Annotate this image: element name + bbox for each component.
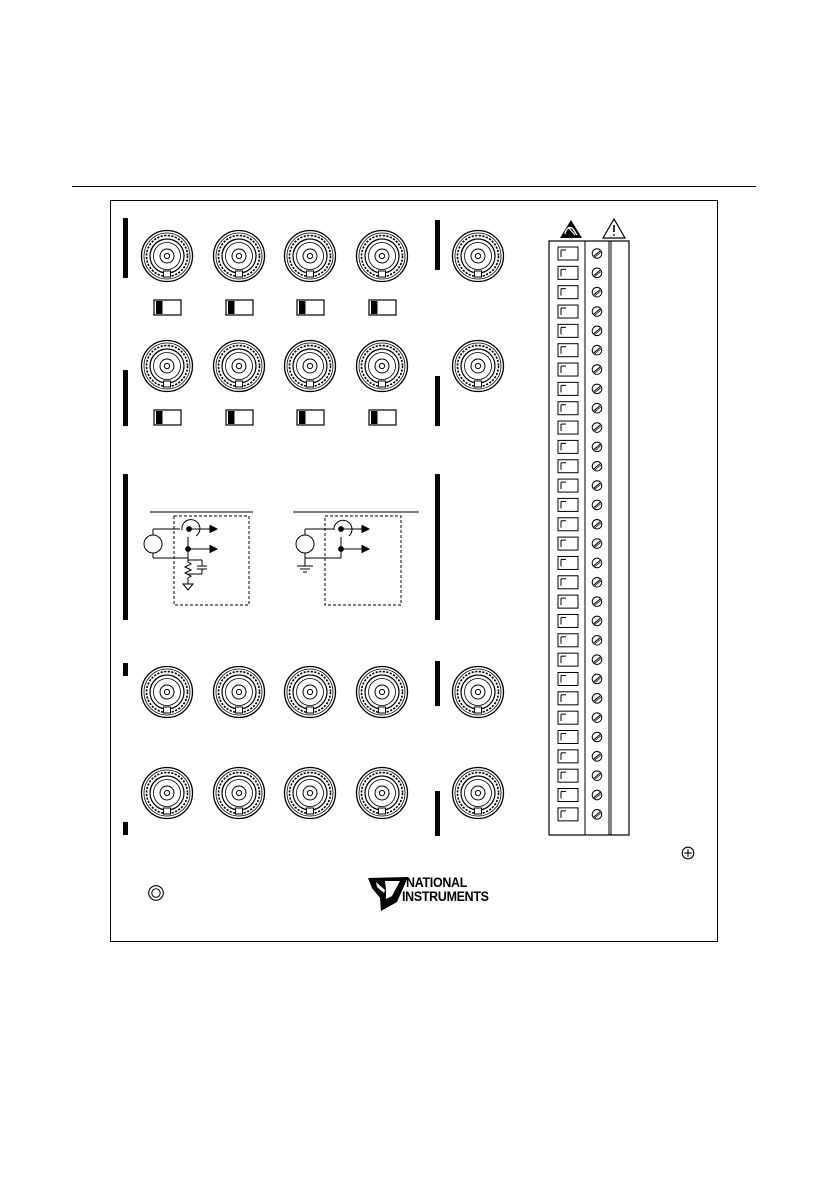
terminal-screw-icon[interactable] bbox=[592, 249, 602, 259]
bnc-connector[interactable] bbox=[357, 231, 408, 282]
terminal-wire-slot[interactable] bbox=[558, 769, 578, 782]
terminal-wire-slot[interactable] bbox=[558, 808, 578, 821]
caution-triangle-icon bbox=[603, 219, 625, 238]
terminal-wire-slot[interactable] bbox=[558, 305, 578, 318]
terminal-wire-slot[interactable] bbox=[558, 382, 578, 395]
terminal-wire-slot[interactable] bbox=[558, 537, 578, 550]
terminal-screw-icon[interactable] bbox=[592, 384, 602, 394]
bnc-connector[interactable] bbox=[453, 768, 504, 819]
bnc-connector[interactable] bbox=[357, 341, 408, 392]
terminal-wire-slot[interactable] bbox=[558, 247, 578, 260]
terminal-screw-icon[interactable] bbox=[592, 694, 602, 704]
terminal-screw-icon[interactable] bbox=[592, 287, 602, 297]
slide-switch[interactable] bbox=[369, 410, 396, 425]
terminal-screw-icon[interactable] bbox=[592, 577, 602, 587]
slide-switch[interactable] bbox=[154, 300, 181, 315]
terminal-wire-slot[interactable] bbox=[558, 731, 578, 744]
terminal-screw-icon[interactable] bbox=[592, 403, 602, 413]
terminal-screw-icon[interactable] bbox=[592, 655, 602, 665]
terminal-wire-slot[interactable] bbox=[558, 576, 578, 589]
bnc-connector[interactable] bbox=[142, 768, 193, 819]
slide-switch[interactable] bbox=[297, 300, 324, 315]
terminal-wire-slot[interactable] bbox=[558, 498, 578, 511]
terminal-wire-slot[interactable] bbox=[558, 440, 578, 453]
terminal-wire-slot[interactable] bbox=[558, 653, 578, 666]
slide-switch[interactable] bbox=[226, 300, 253, 315]
terminal-screw-icon[interactable] bbox=[592, 636, 602, 646]
terminal-screw-icon[interactable] bbox=[592, 558, 602, 568]
brand-logo-line2: INSTRUMENTS bbox=[402, 889, 489, 904]
bnc-row-4 bbox=[142, 768, 504, 819]
slide-switch[interactable] bbox=[226, 410, 253, 425]
bnc-connector[interactable] bbox=[142, 231, 193, 282]
terminal-screw-icon[interactable] bbox=[592, 616, 602, 626]
terminal-wire-slot[interactable] bbox=[558, 614, 578, 627]
differential-input-schematic bbox=[144, 512, 253, 605]
bnc-connector[interactable] bbox=[214, 231, 265, 282]
bnc-row-1 bbox=[142, 231, 504, 282]
terminal-wire-slot[interactable] bbox=[558, 479, 578, 492]
bnc-row-3 bbox=[142, 667, 504, 718]
esd-warning-icon bbox=[560, 220, 582, 238]
terminal-screw-icon[interactable] bbox=[592, 713, 602, 723]
single-ended-input-schematic bbox=[293, 512, 419, 605]
bnc-connector[interactable] bbox=[214, 768, 265, 819]
terminal-screw-icon[interactable] bbox=[592, 539, 602, 549]
bnc-connector[interactable] bbox=[214, 341, 265, 392]
bnc-connector[interactable] bbox=[285, 231, 336, 282]
terminal-screw-icon[interactable] bbox=[592, 752, 602, 762]
terminal-screw-icon[interactable] bbox=[592, 674, 602, 684]
power-led-icon bbox=[149, 886, 164, 901]
bnc-connector[interactable] bbox=[357, 768, 408, 819]
terminal-screw-icon[interactable] bbox=[592, 481, 602, 491]
terminal-screw-icon[interactable] bbox=[592, 345, 602, 355]
bnc-connector[interactable] bbox=[285, 341, 336, 392]
terminal-wire-slot[interactable] bbox=[558, 266, 578, 279]
terminal-screw-icon[interactable] bbox=[592, 442, 602, 452]
terminal-screw-icon[interactable] bbox=[592, 307, 602, 317]
terminal-screw-icon[interactable] bbox=[592, 326, 602, 336]
panel-screw-icon bbox=[682, 847, 694, 859]
slide-switch[interactable] bbox=[369, 300, 396, 315]
bnc-connector[interactable] bbox=[214, 667, 265, 718]
terminal-wire-slot[interactable] bbox=[558, 556, 578, 569]
bnc-connector[interactable] bbox=[357, 667, 408, 718]
bnc-connector[interactable] bbox=[453, 667, 504, 718]
brand-logo-line1: NATIONAL bbox=[406, 875, 468, 890]
terminal-wire-slot[interactable] bbox=[558, 421, 578, 434]
terminal-screw-icon[interactable] bbox=[592, 423, 602, 433]
terminal-wire-slot[interactable] bbox=[558, 286, 578, 299]
bnc-connector[interactable] bbox=[285, 768, 336, 819]
terminal-wire-slot[interactable] bbox=[558, 634, 578, 647]
bnc-connector[interactable] bbox=[453, 231, 504, 282]
terminal-wire-slot[interactable] bbox=[558, 363, 578, 376]
bnc-connector[interactable] bbox=[142, 341, 193, 392]
slide-switch[interactable] bbox=[297, 410, 324, 425]
terminal-wire-slot[interactable] bbox=[558, 789, 578, 802]
terminal-screw-icon[interactable] bbox=[592, 268, 602, 278]
terminal-screw-icon[interactable] bbox=[592, 597, 602, 607]
switch-row-2 bbox=[154, 410, 396, 425]
terminal-screw-icon[interactable] bbox=[592, 461, 602, 471]
slide-switch[interactable] bbox=[154, 410, 181, 425]
bnc-connector[interactable] bbox=[285, 667, 336, 718]
terminal-screw-icon[interactable] bbox=[592, 365, 602, 375]
screw-terminal-block bbox=[549, 241, 629, 835]
terminal-screw-icon[interactable] bbox=[592, 810, 602, 820]
terminal-screw-icon[interactable] bbox=[592, 771, 602, 781]
bnc-row-2 bbox=[142, 341, 504, 392]
terminal-screw-icon[interactable] bbox=[592, 519, 602, 529]
terminal-wire-slot[interactable] bbox=[558, 595, 578, 608]
terminal-wire-slot[interactable] bbox=[558, 711, 578, 724]
terminal-wire-slot[interactable] bbox=[558, 518, 578, 531]
bnc-connector[interactable] bbox=[142, 667, 193, 718]
terminal-wire-slot[interactable] bbox=[558, 344, 578, 357]
terminal-wire-slot[interactable] bbox=[558, 672, 578, 685]
terminal-wire-slot[interactable] bbox=[558, 324, 578, 337]
switch-row-1 bbox=[154, 300, 396, 315]
terminal-screw-icon[interactable] bbox=[592, 732, 602, 742]
bnc-connector[interactable] bbox=[453, 341, 504, 392]
terminal-wire-slot[interactable] bbox=[558, 692, 578, 705]
terminal-wire-slot[interactable] bbox=[558, 460, 578, 473]
terminal-screw-icon[interactable] bbox=[592, 500, 602, 510]
terminal-screw-icon[interactable] bbox=[592, 790, 602, 800]
terminal-wire-slot[interactable] bbox=[558, 402, 578, 415]
terminal-wire-slot[interactable] bbox=[558, 750, 578, 763]
